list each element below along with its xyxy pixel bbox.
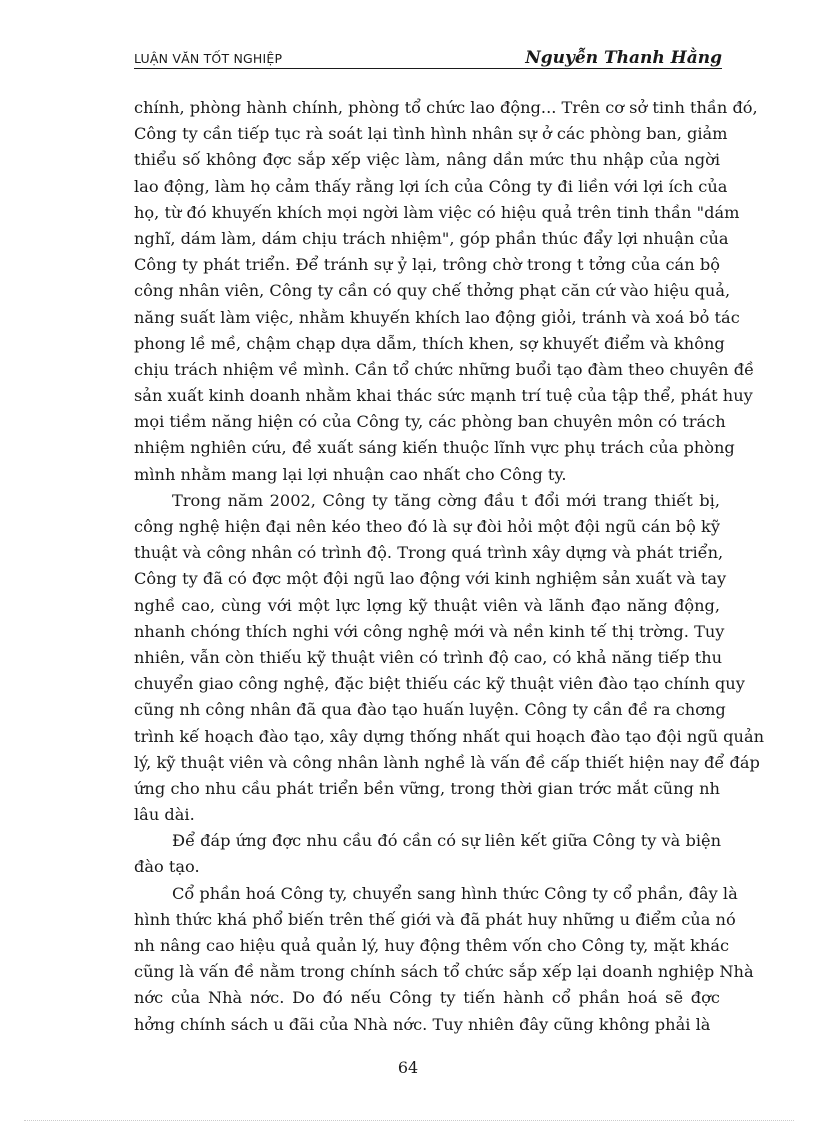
text-line: mọi tiềm năng hiện có của Công ty, các phòng ban chuyên môn có trách (134, 412, 726, 432)
text-line: trình kế hoạch đào tạo, xây dựng thống nhất qui hoạch đào tạo đội ngũ quản (134, 726, 765, 746)
text-line: chịu trách nhiệm về mình. Cần tổ chức những buổi tạo đàm theo chuyên đề (134, 359, 755, 379)
text-line: nớc của Nhà nớc. Do đó nếu Công ty tiến hành cổ phần hoá sẽ đợc (134, 988, 720, 1008)
text-line: mình nhằm mang lại lợi nhuận cao nhất cho Công ty. (134, 464, 567, 484)
text-line: Cổ phần hoá Công ty, chuyển sang hình thức Công ty cổ phần, đây là (172, 883, 738, 903)
paragraph (134, 488, 765, 828)
text-line: thiểu số không đợc sắp xếp việc làm, nâng dần mức thu nhập của ngời (134, 150, 720, 170)
text-line: năng suất làm việc, nhằm khuyến khích lao động giỏi, tránh và xoá bỏ tác (134, 307, 740, 327)
text-line: đào tạo. (134, 857, 200, 877)
text-line: Để đáp ứng đợc nhu cầu đó cần có sự liên kết giữa Công ty và biện (172, 831, 722, 851)
text-line: nghĩ, dám làm, dám chịu trách nhiệm", góp phần thúc đẩy lợi nhuận của (134, 228, 729, 248)
text-line: lâu dài. (134, 805, 195, 825)
text-line: phong lề mề, chậm chạp dựa dẫm, thích khen, sợ khuyết điểm và không (134, 333, 725, 353)
page-number: 64 (397, 1058, 419, 1077)
paragraph (134, 95, 758, 488)
header-rule (134, 68, 722, 69)
text-line: công nhân viên, Công ty cần có quy chế thởng phạt căn cứ vào hiệu quả, (134, 281, 731, 301)
text-line: chính, phòng hành chính, phòng tổ chức lao động... Trên cơ sở tinh thần đó, (134, 98, 758, 117)
text-line: sản xuất kinh doanh nhằm khai thác sức mạnh trí tuệ của tập thể, phát huy (134, 386, 753, 406)
header-title: LUẬN VĂN TỐT NGHIỆP (134, 51, 283, 66)
text-line: họ, từ đó khuyến khích mọi ngời làm việc có hiệu quả trên tinh thần "dám (134, 202, 740, 222)
paragraph (134, 828, 720, 880)
text-line: hởng chính sách u đãi của Nhà nớc. Tuy nhiên đây cũng không phải là (134, 1014, 711, 1034)
body-text (134, 95, 765, 1038)
text-line: nhiên, vẫn còn thiếu kỹ thuật viên có trình độ cao, có khả năng tiếp thu (134, 647, 723, 667)
text-line: Công ty đã có đợc một đội ngũ lao động với kinh nghiệm sản xuất và tay (134, 569, 727, 589)
text-line: hình thức khá phổ biến trên thế giới và đã phát huy những u điểm của nó (134, 909, 736, 929)
text-line: cũng nh công nhân đã qua đào tạo huấn luyện. Công ty cần đề ra chơng (134, 700, 726, 720)
text-line: lao động, làm họ cảm thấy rằng lợi ích của Công ty đi liền với lợi ích của (134, 176, 728, 196)
text-line: ứng cho nhu cầu phát triển bền vững, trong thời gian trớc mắt cũng nh (134, 778, 720, 798)
text-line: thuật và công nhân có trình độ. Trong quá trình xây dựng và phát triển, (134, 543, 724, 563)
text-line: cũng là vấn đề nằm trong chính sách tổ chức sắp xếp lại doanh nghiệp Nhà (134, 962, 754, 982)
text-line: Trong năm 2002, Công ty tăng cờng đầu t đổi mới trang thiết bị, (172, 490, 720, 510)
text-line: lý, kỹ thuật viên và công nhân lành nghề là vấn đề cấp thiết hiện nay để đáp (134, 752, 760, 772)
text-line: nhanh chóng thích nghi với công nghệ mới và nền kinh tế thị trờng. Tuy (134, 621, 725, 641)
paragraph (134, 881, 754, 1038)
header-author: Nguyễn Thanh Hằng (525, 48, 722, 68)
text-line: nhiệm nghiên cứu, đề xuất sáng kiến thuộc lĩnh vực phụ trách của phòng (134, 438, 735, 458)
text-line: Công ty cần tiếp tục rà soát lại tình hình nhân sự ở các phòng ban, giảm (134, 124, 728, 144)
page-header (134, 46, 722, 68)
text-line: công nghệ hiện đại nên kéo theo đó là sự đòi hỏi một đội ngũ cán bộ kỹ (134, 517, 720, 536)
text-line: nh nâng cao hiệu quả quản lý, huy động thêm vốn cho Công ty, mặt khác (134, 936, 730, 955)
text-line: nghề cao, cùng với một lực lợng kỹ thuật viên và lãnh đạo năng động, (134, 595, 720, 615)
text-line: Công ty phát triển. Để tránh sự ỷ lại, trông chờ trong t tởng của cán bộ (134, 255, 720, 275)
text-line: chuyển giao công nghệ, đặc biệt thiếu các kỹ thuật viên đào tạo chính quy (134, 674, 745, 694)
footer-dotted-rule (24, 1120, 794, 1121)
